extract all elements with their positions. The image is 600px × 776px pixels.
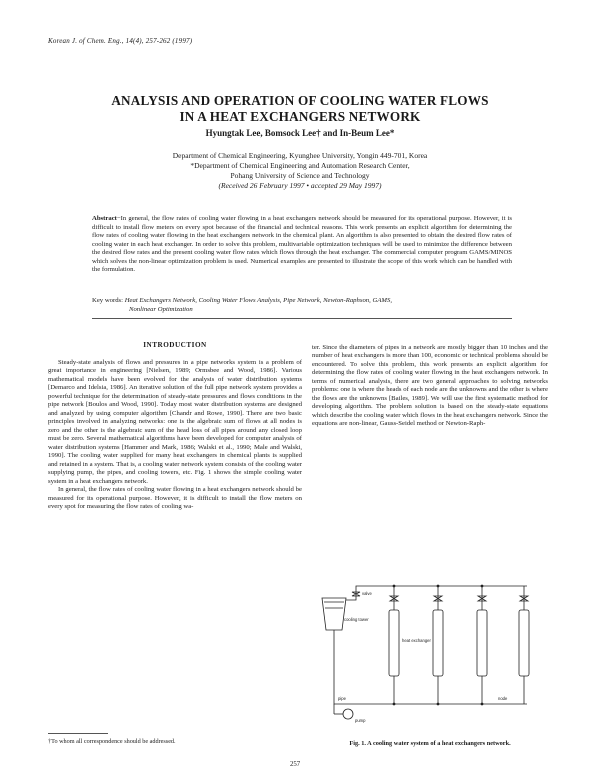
label-heat-exchanger: heat exchanger <box>402 638 431 643</box>
label-pump: pump <box>355 718 366 723</box>
footnote: †To whom all correspondence should be addressed. <box>48 738 176 745</box>
paper-title <box>60 93 540 125</box>
node-marker <box>437 703 440 706</box>
label-cooling-tower: cooling tower <box>344 617 369 622</box>
label-node: node <box>498 696 508 701</box>
author-list: Hyungtak Lee, Bomsock Lee† and In-Beum Lee* <box>205 128 395 138</box>
abstract-text: −In general, the flow rates of cooling water flowing in a heat exchangers network should be measured for its operational purpose. However, it is difficult to install flow meters on every spot because of the financial and technical reasons. This work presents an explicit algorithm for determining the flow rates of cooling water flowing in the heat exchangers network in the chemical plant. An algorithm is also presented to obtain the desired flow rates of cooling water in each heat exchanger. In order to solve this problem, multivariable optimization techniques will be used to minimize the difference between the desired flow rates and the present cooling water flow rates which flows through the heat exchanger. The commercial computer program GAMS/MINOS which solves the non-linear optimization problem is used. Numerical examples are presented to illustrate the scope of this work which can be handled with the formulation. <box>92 215 512 273</box>
node-marker <box>481 585 484 588</box>
title-line-1: ANALYSIS AND OPERATION OF COOLING WATER FLOWS <box>111 93 489 108</box>
node-marker <box>393 703 396 706</box>
node-marker <box>481 703 484 706</box>
affiliation-line-2: *Department of Chemical Engineering and Automation Research Center, <box>190 161 410 170</box>
cooling-water-network-diagram <box>312 572 548 732</box>
figure-1 <box>312 572 548 732</box>
affiliation-line-1: Department of Chemical Engineering, Kyunghee University, Yongin 449-701, Korea <box>172 151 428 160</box>
abstract <box>92 215 512 275</box>
intro-paragraph-3: ter. Since the diameters of pipes in a network are mostly bigger than 10 inches and the number of heat exchangers is more than 100, economic or technical problems should be encountered. To solve this problem, this work presents an explicit algorithm for determining the flow rates of cooling water flowing in the heat exchangers network. In terms of numerical analysis, there are two general approaches to solving networks problems: one is where the heads of each node are the unknowns and the other is where the flows are the unknowns [Bailes, 1989]. We will use the first systematic method for developing algorithm. The problem solution is based on the steady-state equations which describe the cooling water which flows in the heat exchangers network. Since the equations are non-linear, Gauss-Seidel method or Newton-Raph- <box>312 344 548 428</box>
figure-caption: Fig. 1. A cooling water system of a heat exchangers network. <box>349 740 511 747</box>
heat-exchanger-unit <box>477 610 487 676</box>
title-line-2: IN A HEAT EXCHANGERS NETWORK <box>179 109 421 124</box>
keywords-label: Key words: <box>92 297 124 304</box>
abstract-lead: Abstract <box>92 215 117 222</box>
node-marker <box>437 585 440 588</box>
keywords-line-1: Heat Exchangers Network, Cooling Water Flows Analysis, Pipe Network, Newton-Raphson, GAMS, <box>124 297 392 304</box>
footnote-divider <box>48 733 108 734</box>
section-heading-introduction: INTRODUCTION <box>143 341 207 349</box>
heat-exchanger-unit <box>389 610 399 676</box>
label-pipe: pipe <box>338 696 346 701</box>
heat-exchanger-unit <box>519 610 529 676</box>
keywords <box>92 297 512 314</box>
pump-symbol <box>343 709 353 719</box>
intro-paragraph-1: Steady-state analysis of flows and pressures in a pipe networks system is a problem of great importance in engineering [Nielsen, 1989; Ormsbee and Wood, 1986]. Various mathematical models have been evolved for the analysis of water distribution systems [Demarco and Idelsia, 1986]. An iterative solution of the full pipe network system provides a powerful technique for the determination of steady-state pressures and flows conditions in the pipe network [Boulos and Wood, 1990]. Today most water distribution systems are designed and analyzed by using computer algorithm [Chandr and Rowe, 1990]. There are two basic principles involved in analyzing networks: one is the algebraic sum of flows at all nodes is zero and the other is the algebraic sum of the head loss of all pipes around any closed loop must be zero. Several mathematical algorithms have been developed for computer analysis of water distribution systems [Hammer and Mark, 1986; Walski et al., 1990; Male and Walski, 1990]. The cooling water supplied for many heat exchangers in chemical plants is supplied and retained in a system. That is, a cooling water network system consists of the cooling water supplying pump, the pipes, and cooling towers, etc. Fig. 1 shows the simple cooling water system in a heat exchangers network. <box>48 359 302 485</box>
journal-citation: Korean J. of Chem. Eng., 14(4), 257-262 (1997) <box>48 37 193 45</box>
label-valve: valve <box>362 591 372 596</box>
heat-exchanger-unit <box>433 610 443 676</box>
intro-paragraph-2: In general, the flow rates of cooling water flowing in a heat exchangers network should be measured for its operational purpose. However, it is difficult to install the flow meters on every spot for measuring the flow rates of cooling wa- <box>48 486 302 511</box>
cooling-tower-shape <box>322 598 346 630</box>
abstract-divider <box>92 318 512 319</box>
keywords-line-2: Nonlinear Optimization <box>129 305 193 313</box>
node-marker <box>393 585 396 588</box>
received-dates: (Received 26 February 1997 • accepted 29 May 1997) <box>218 181 382 190</box>
right-column <box>312 344 548 429</box>
affiliation-line-3: Pohang University of Science and Technology <box>230 171 370 180</box>
affiliations <box>60 151 540 191</box>
page-number: 257 <box>290 761 301 768</box>
left-column <box>48 359 302 512</box>
